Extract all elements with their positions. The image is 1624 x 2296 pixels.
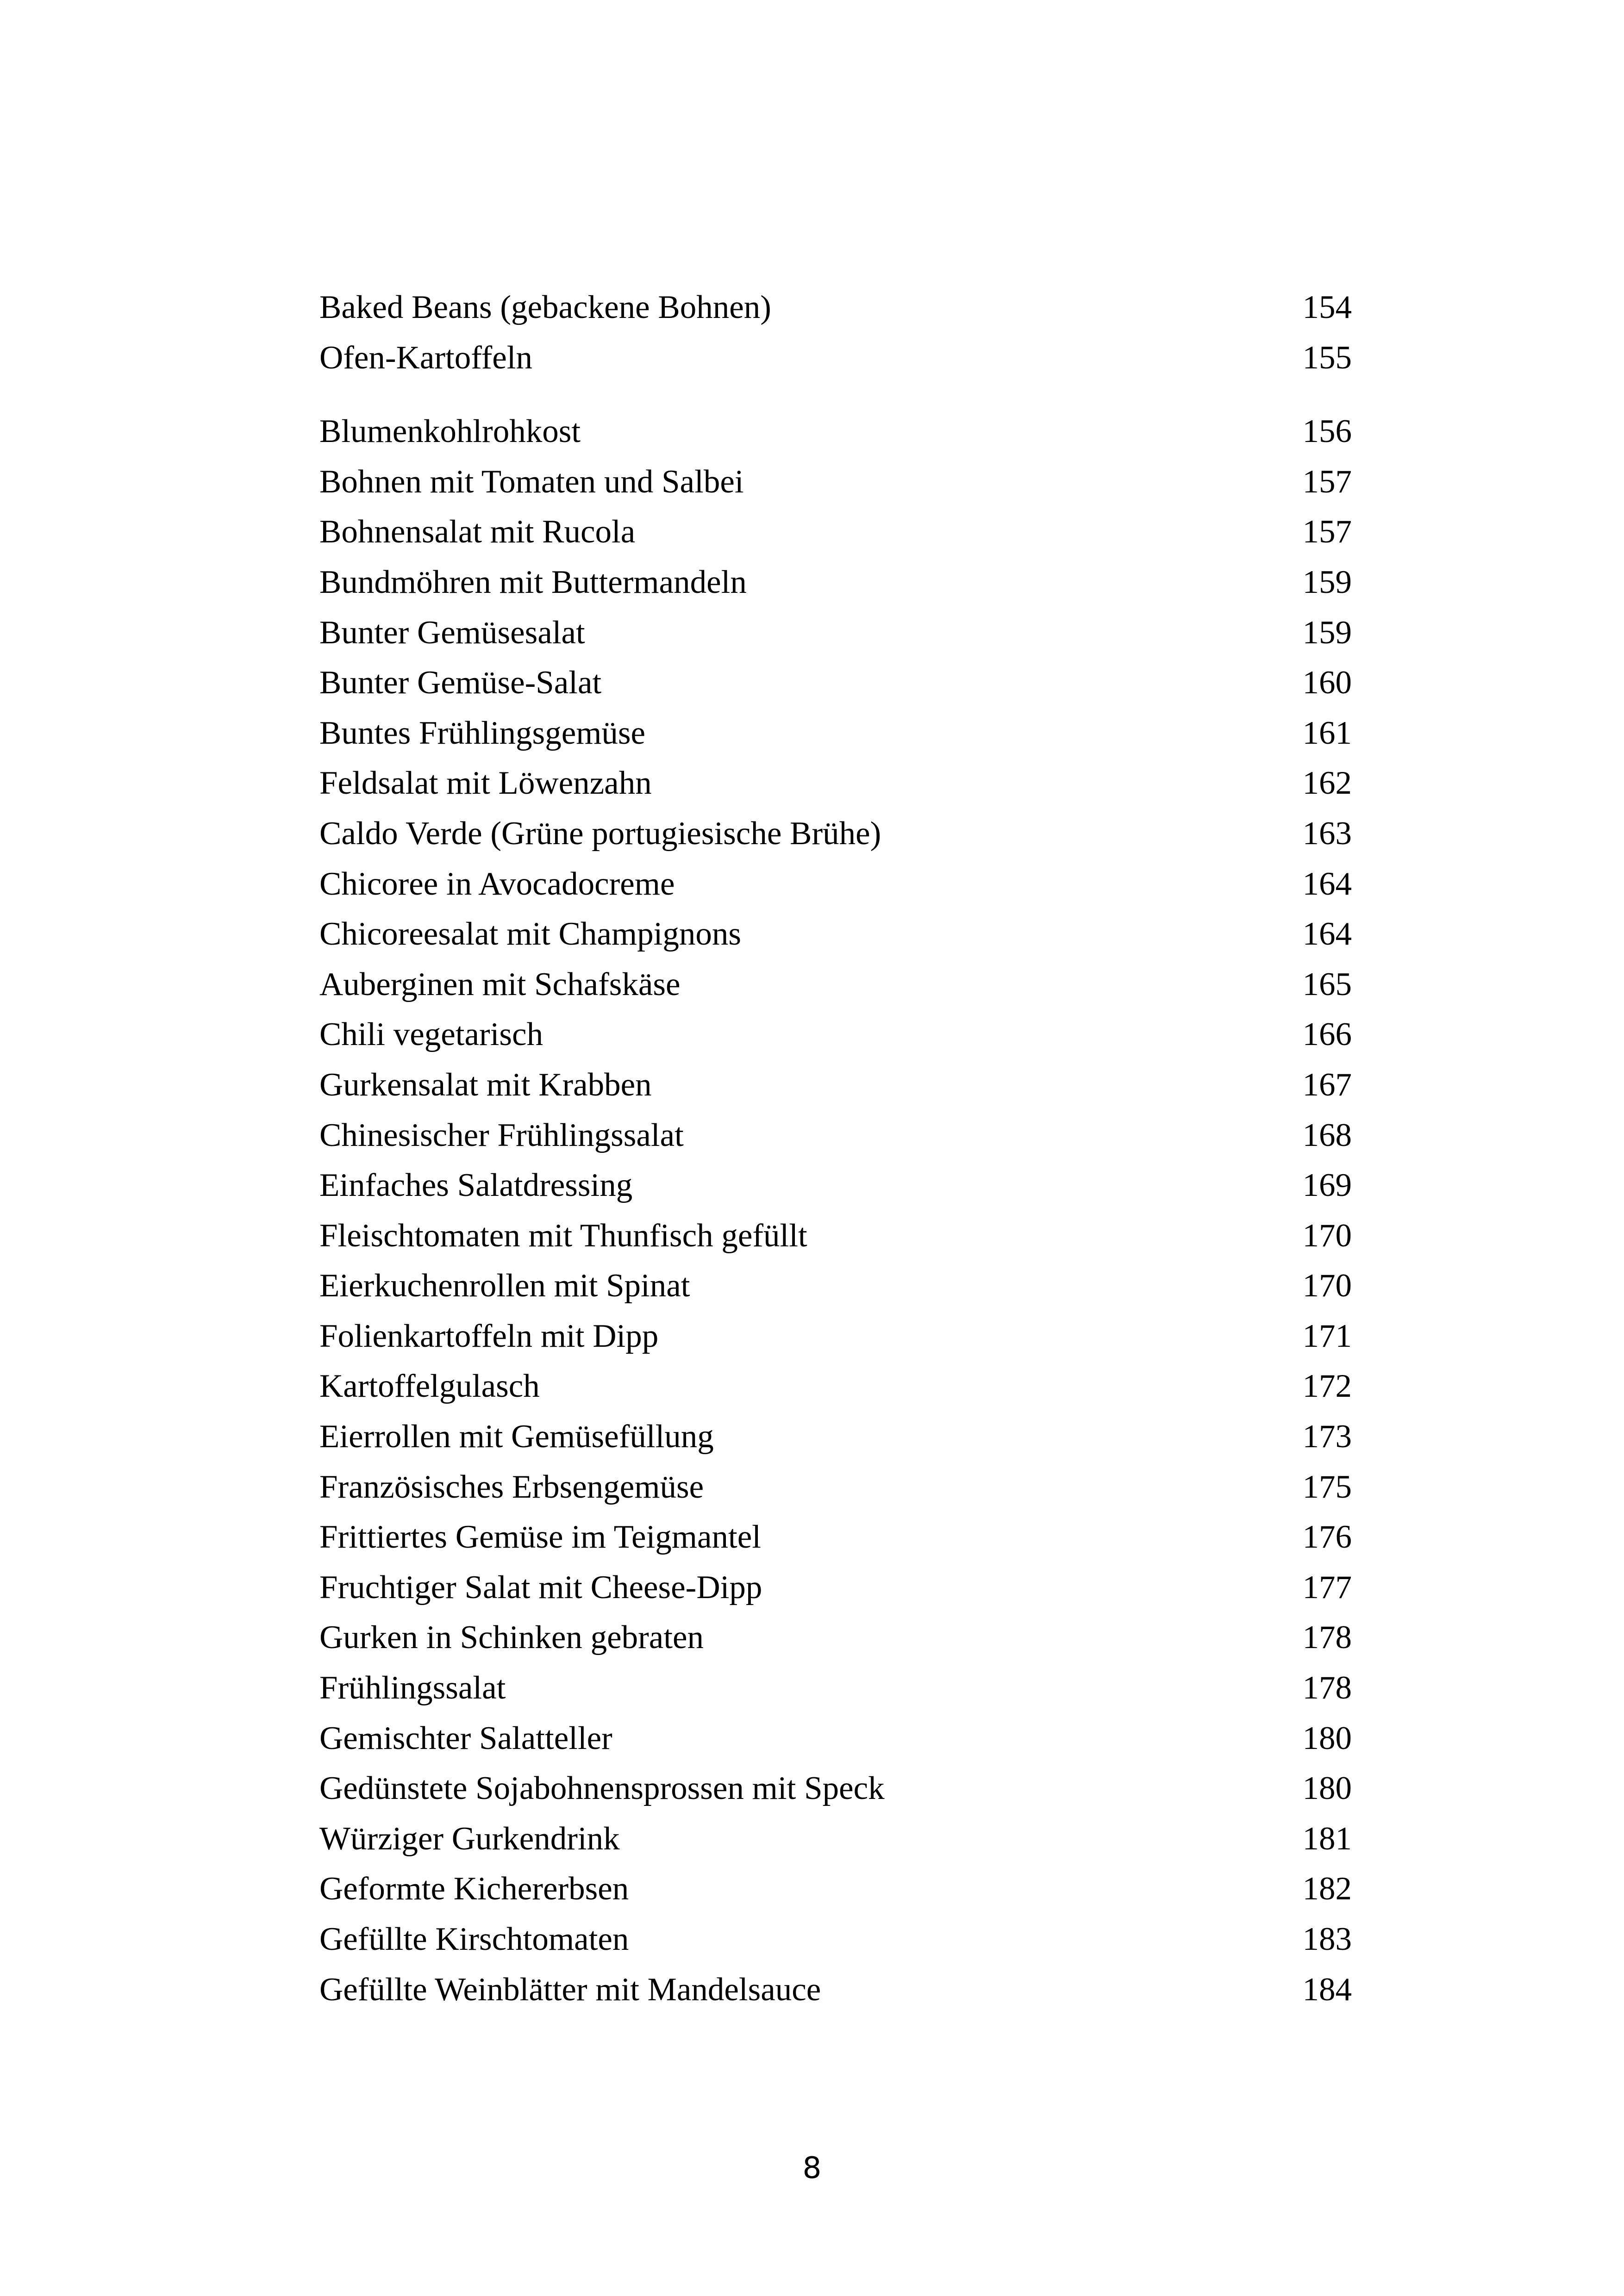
toc-entry-title: Eierkuchenrollen mit Spinat [319,1268,690,1304]
toc-entry-page: 164 [1302,865,1352,902]
toc-entry-page: 161 [1302,715,1352,751]
toc-entry-page: 156 [1302,413,1352,450]
toc-entry-page: 172 [1302,1368,1352,1405]
toc-entry-title: Würziger Gurkendrink [319,1820,620,1857]
toc-entry [319,608,1352,658]
toc-entry-page: 181 [1302,1820,1352,1857]
toc-group [319,406,1352,2015]
toc-entry [319,1160,1352,1211]
toc-entry [319,1311,1352,1362]
toc-entry-title: Bundmöhren mit Buttermandeln [319,564,747,600]
page-number: 8 [802,2151,822,2185]
toc-entry-title: Chicoree in Avocadocreme [319,865,675,902]
toc-entry-page: 159 [1302,564,1352,600]
toc-entry-page: 159 [1302,614,1352,651]
toc-entry [319,333,1352,383]
toc-entry [319,1512,1352,1562]
toc-entry [319,1110,1352,1161]
toc-entry [319,1211,1352,1261]
toc-entry-title: Frittiertes Gemüse im Teigmantel [319,1519,761,1556]
toc-entry-title: Gurkensalat mit Krabben [319,1066,652,1103]
toc-entry-title: Eierrollen mit Gemüsefüllung [319,1419,714,1455]
toc-entry [319,1663,1352,1713]
toc-entry-page: 162 [1302,765,1352,802]
toc-entry-title: Chinesischer Frühlingssalat [319,1117,684,1153]
toc-entry [319,909,1352,959]
toc-entry-title: Bunter Gemüsesalat [319,614,585,651]
toc-entry-title: Buntes Frühlingsgemüse [319,715,646,751]
toc-entry-title: Chicoreesalat mit Champignons [319,916,742,952]
toc-entry-page: 167 [1302,1066,1352,1103]
toc-entry-page: 177 [1302,1569,1352,1605]
toc-entry [319,1814,1352,1864]
toc-entry-page: 165 [1302,966,1352,1002]
toc-entry-page: 173 [1302,1419,1352,1455]
toc-entry-page: 166 [1302,1016,1352,1053]
toc-entry-page: 154 [1302,289,1352,325]
toc-entry [319,1713,1352,1764]
toc-entry-page: 170 [1302,1217,1352,1254]
toc-entry-title: Ofen-Kartoffeln [319,339,532,376]
toc-entry-page: 178 [1302,1670,1352,1706]
toc-entry-title: Gefüllte Weinblätter mit Mandelsauce [319,1971,821,2008]
toc-entry-page: 182 [1302,1871,1352,1907]
toc-entry-title: Baked Beans (gebackene Bohnen) [319,289,771,325]
toc-entry-page: 164 [1302,916,1352,952]
toc-entry-title: Gurken in Schinken gebraten [319,1619,704,1656]
toc-entry [319,282,1352,333]
toc-entry-title: Gedünstete Sojabohnensprossen mit Speck [319,1770,885,1807]
toc-entry-title: Caldo Verde (Grüne portugiesische Brühe) [319,815,881,852]
toc-entry-title: Gefüllte Kirschtomaten [319,1921,629,1957]
toc-entry-title: Einfaches Salatdressing [319,1167,633,1204]
toc-entry-page: 171 [1302,1318,1352,1354]
toc-entry-page: 163 [1302,815,1352,852]
toc-entry-page: 175 [1302,1468,1352,1505]
toc-entry [319,1060,1352,1110]
toc-entry-title: Frühlingssalat [319,1670,506,1706]
toc-entry-page: 184 [1302,1971,1352,2008]
toc-entry [319,507,1352,557]
toc-entry-title: Französisches Erbsengemüse [319,1468,704,1505]
toc-entry-page: 180 [1302,1720,1352,1756]
toc-entry [319,1965,1352,2015]
toc-entry [319,1612,1352,1663]
toc-entry [319,658,1352,708]
toc-entry-title: Bohnensalat mit Rucola [319,514,636,550]
toc-entry-title: Kartoffelgulasch [319,1368,540,1405]
toc-entry-title: Blumenkohlrohkost [319,413,581,450]
toc-entry [319,1261,1352,1311]
toc-entry-title: Geformte Kichererbsen [319,1871,629,1907]
toc-entry-title: Bunter Gemüse-Salat [319,665,602,701]
toc-entry-page: 169 [1302,1167,1352,1204]
toc-entry-page: 157 [1302,514,1352,550]
toc-entry-title: Bohnen mit Tomaten und Salbei [319,463,744,500]
toc-entry [319,1763,1352,1814]
toc-entry-title: Fleischtomaten mit Thunfisch gefüllt [319,1217,807,1254]
toc-entry-page: 176 [1302,1519,1352,1556]
toc-entry [319,1361,1352,1412]
toc-entry-title: Gemischter Salatteller [319,1720,612,1756]
toc-entry-page: 160 [1302,665,1352,701]
toc-entry [319,1009,1352,1060]
toc-entry-title: Feldsalat mit Löwenzahn [319,765,652,802]
toc-entry [319,859,1352,909]
toc-entry-page: 170 [1302,1268,1352,1304]
toc-entry-page: 157 [1302,463,1352,500]
toc-entry [319,1562,1352,1613]
toc-group [319,282,1352,383]
toc-entry-page: 168 [1302,1117,1352,1153]
toc-entry [319,1914,1352,1965]
toc-entry-title: Auberginen mit Schafskäse [319,966,681,1002]
toc-entry-title: Fruchtiger Salat mit Cheese-Dipp [319,1569,762,1605]
table-of-contents [319,282,1352,2015]
toc-entry-page: 183 [1302,1921,1352,1957]
toc-entry-title: Folienkartoffeln mit Dipp [319,1318,659,1354]
toc-entry [319,809,1352,859]
toc-entry [319,557,1352,608]
toc-entry [319,406,1352,457]
toc-entry-page: 180 [1302,1770,1352,1807]
toc-entry [319,959,1352,1010]
toc-entry [319,1462,1352,1512]
toc-entry [319,708,1352,759]
toc-entry-title: Chili vegetarisch [319,1016,543,1053]
toc-entry-page: 155 [1302,339,1352,376]
toc-entry [319,758,1352,809]
toc-entry [319,1412,1352,1462]
toc-entry [319,457,1352,507]
toc-entry [319,1864,1352,1914]
toc-entry-page: 178 [1302,1619,1352,1656]
